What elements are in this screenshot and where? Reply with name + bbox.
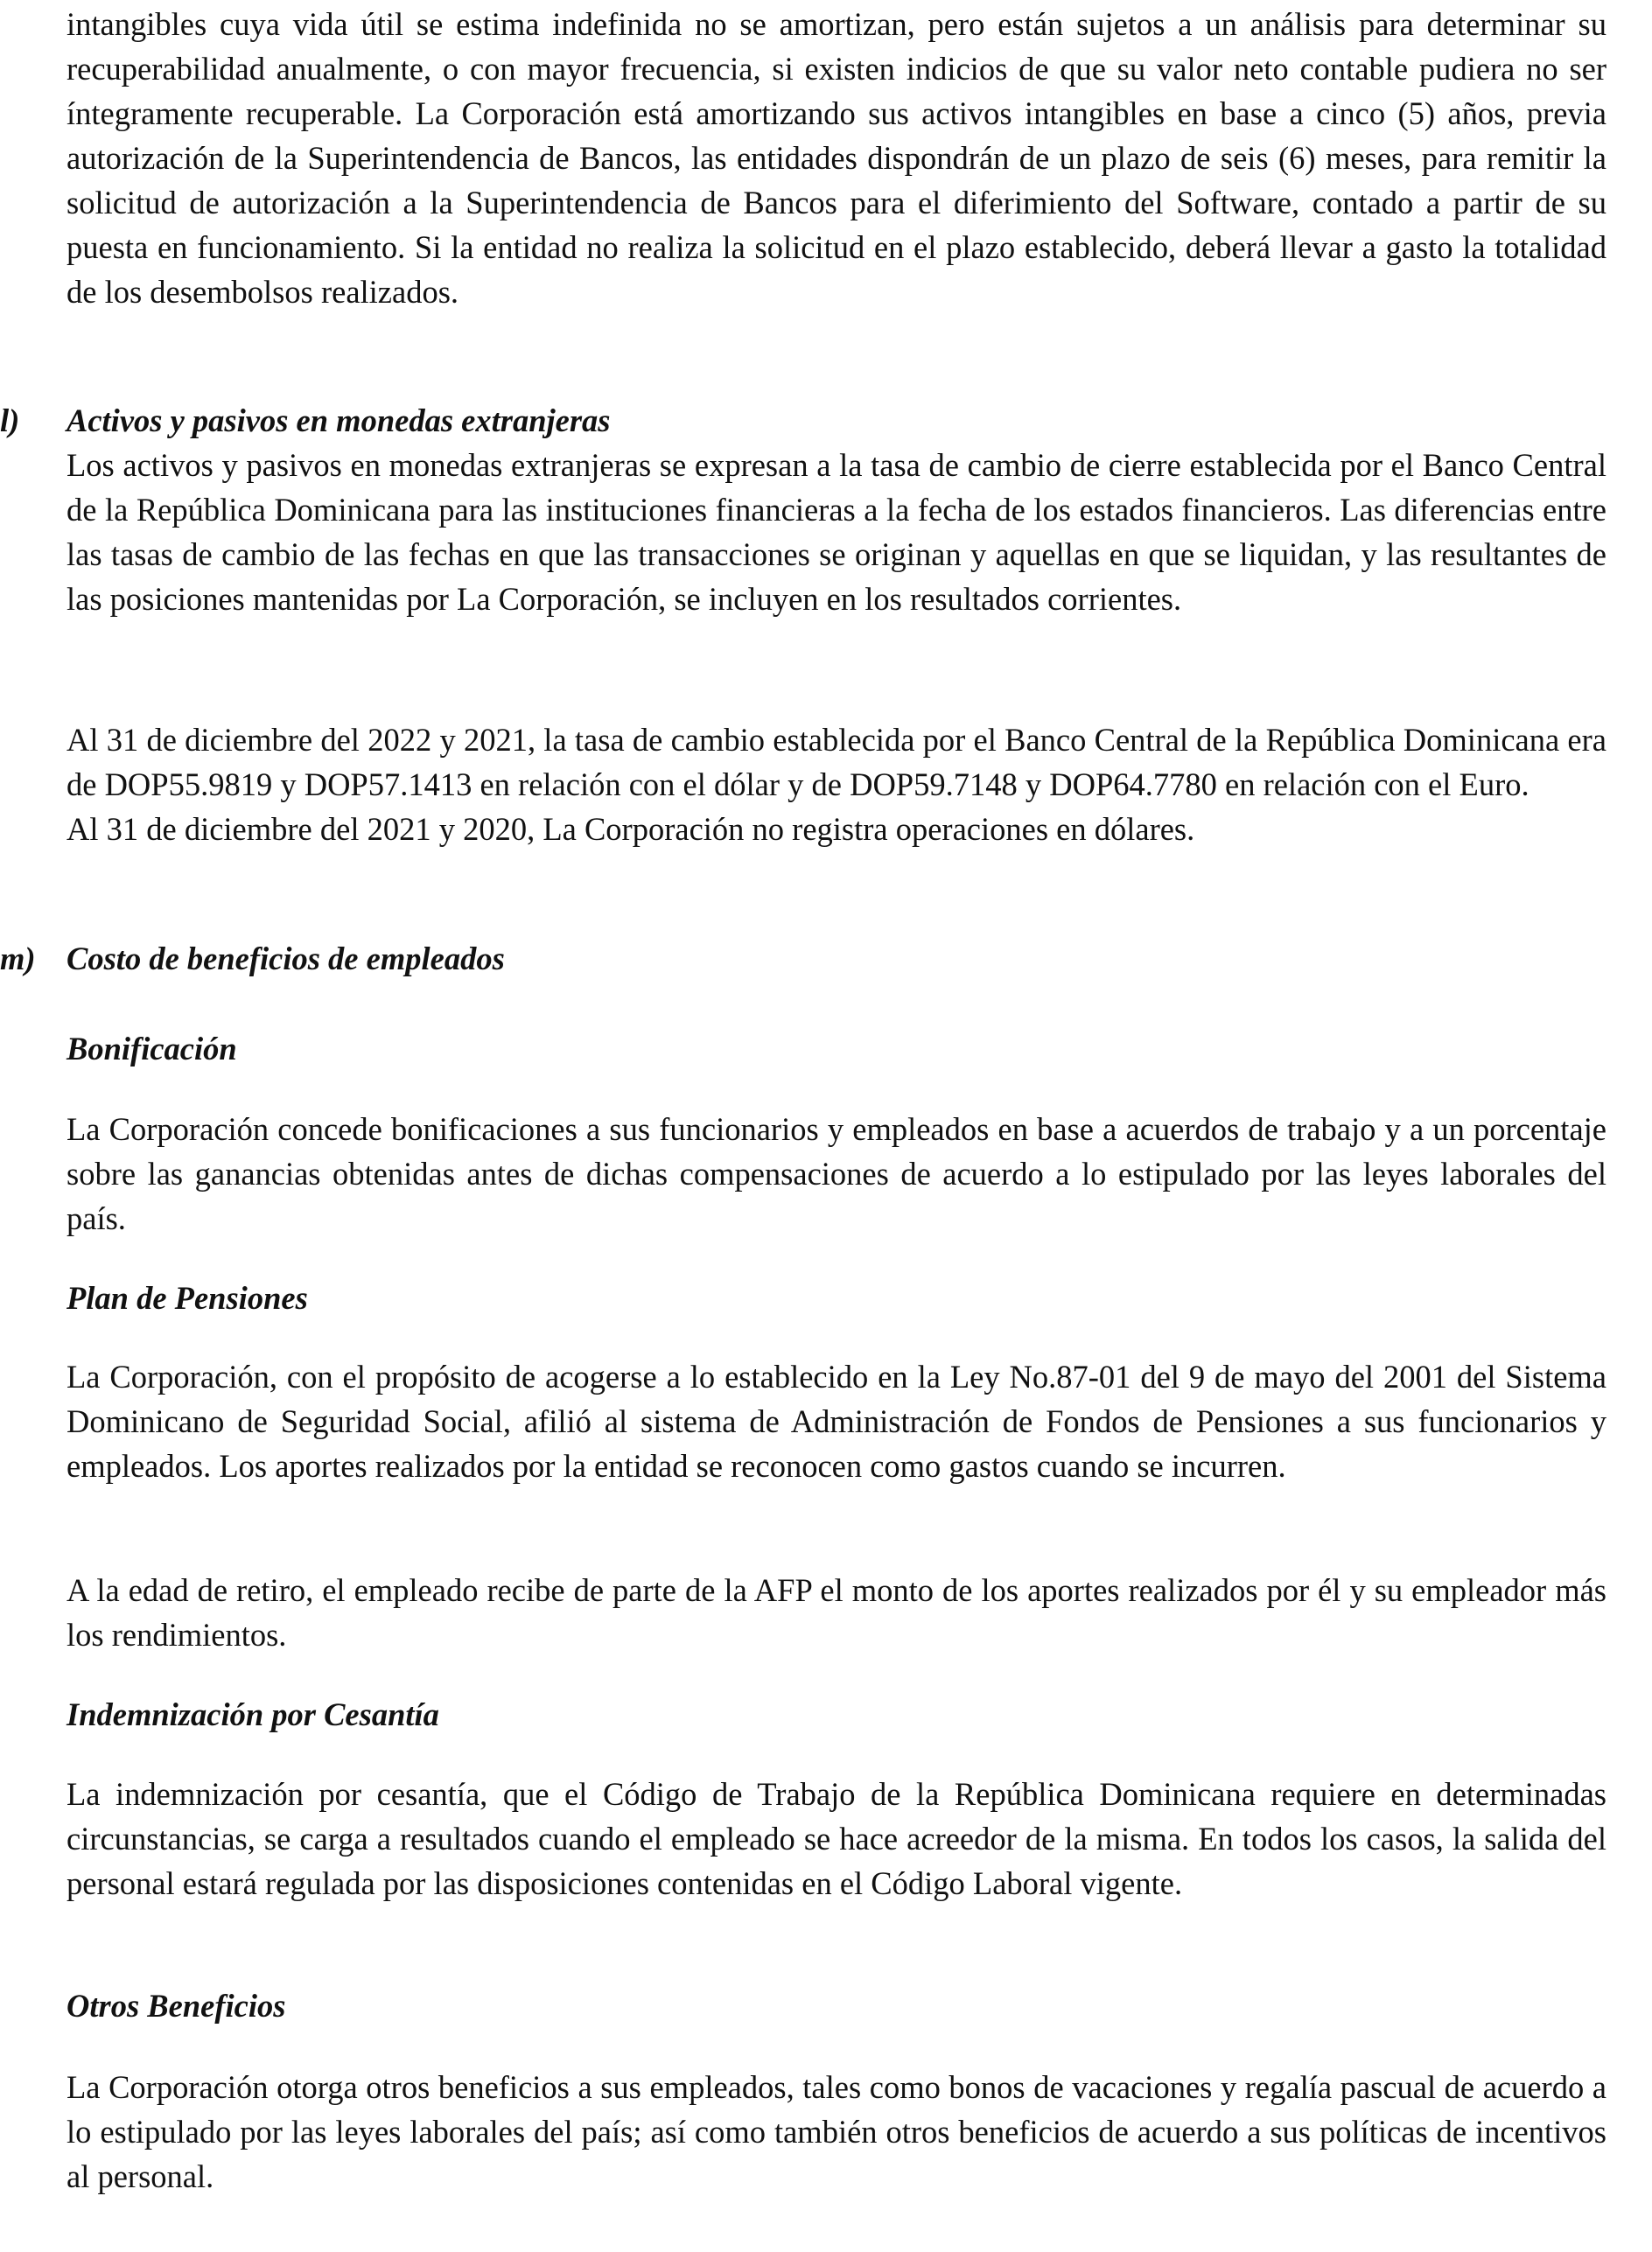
- otros-body: [66, 2065, 1606, 2199]
- pensiones-retiro: [66, 1568, 1606, 1657]
- section-m: [66, 936, 1606, 981]
- otros-title: Otros Beneficios: [66, 1988, 286, 2024]
- bonificacion-paragraph: La Corporación concede bonificaciones a sus funcionarios y empleados en base a acuerdos de trabajo y a un porcentaje sobre las ganancias obtenidas antes de dichas compensaciones de acuerdo a lo estipulado por las leyes laborales del país.: [66, 1111, 1606, 1236]
- bonificacion-title: Bonificación: [66, 1031, 237, 1067]
- section-m-letter: m): [0, 941, 36, 976]
- pensiones-title: Plan de Pensiones: [66, 1280, 308, 1316]
- cesantia-section: [66, 1692, 1606, 1737]
- section-l-paragraph-1: Los activos y pasivos en monedas extranjeras se expresan a la tasa de cambio de cierre establecida por el Banco Central de la República Dominicana para las instituciones financieras a la fecha de los estados financieros. Las diferencias entre las tasas de cambio de las fechas en que las transacciones se originan y aquellas en que se liquidan, y las resultantes de las posiciones mantenidas por La Corporación, se incluyen en los resultados corrientes.: [66, 447, 1606, 617]
- section-m-title: Costo de beneficios de empleados: [66, 941, 505, 976]
- cesantia-paragraph: La indemnización por cesantía, que el Código de Trabajo de la República Dominicana requiere en determinadas circunstancias, se carga a resultados cuando el empleado se hace acreedor de la misma. En todos los casos, la salida del personal estará regulada por las disposiciones contenidas en el Código Laboral vigente.: [66, 1776, 1606, 1901]
- section-l-paragraph-3: Al 31 de diciembre del 2021 y 2020, La Corporación no registra operaciones en dólares.: [66, 811, 1195, 847]
- section-l-title: Activos y pasivos en monedas extranjeras: [66, 402, 611, 438]
- bonificacion-section: [66, 1026, 1606, 1071]
- intro-paragraph: intangibles cuya vida útil se estima indefinida no se amortizan, pero están sujetos a un análisis para determinar su recuperabilidad anualmente, o con mayor frecuencia, si existen indicios de que su valor neto contable pudiera no ser íntegramente recuperable. La Corporación está amortizando sus activos intangibles en base a cinco (5) años, previa autorización de la Superintendencia de Bancos, las entidades dispondrán de un plazo de seis (6) meses, para remitir la solicitud de autorización a la Superintendencia de Bancos para el diferimiento del Software, contado a partir de su puesta en funcionamiento. Si la entidad no realiza la solicitud en el plazo establecido, deberá llevar a gasto la totalidad de los desembolsos realizados.: [66, 6, 1606, 310]
- pensiones-body: [66, 1354, 1606, 1488]
- section-l: [66, 398, 1606, 621]
- cesantia-title: Indemnización por Cesantía: [66, 1696, 439, 1732]
- pensiones-section: [66, 1276, 1606, 1320]
- pensiones-paragraph-1: La Corporación, con el propósito de acogerse a lo establecido en la Ley No.87-01 del 9 de mayo del 2001 del Sistema Dominicano de Seguridad Social, afilió al sistema de Administración de Fondos de Pensiones a sus funcionarios y empleados. Los aportes realizados por la entidad se reconocen como gastos cuando se incurren.: [66, 1359, 1606, 1484]
- section-l-rates: [66, 717, 1606, 851]
- intro-section: [66, 2, 1606, 314]
- otros-paragraph: La Corporación otorga otros beneficios a sus empleados, tales como bonos de vacaciones y regalía pascual de acuerdo a lo estipulado por las leyes laborales del país; así como también otros beneficios de acuerdo a sus políticas de incentivos al personal.: [66, 2069, 1606, 2194]
- bonificacion-body: [66, 1107, 1606, 1241]
- section-l-letter: l): [0, 402, 20, 438]
- otros-section: [66, 1983, 1606, 2028]
- cesantia-body: [66, 1772, 1606, 1906]
- pensiones-paragraph-2: A la edad de retiro, el empleado recibe de parte de la AFP el monto de los aportes realizados por él y su empleador más los rendimientos.: [66, 1572, 1606, 1653]
- section-l-paragraph-2: Al 31 de diciembre del 2022 y 2021, la tasa de cambio establecida por el Banco Central de la República Dominicana era de DOP55.9819 y DOP57.1413 en relación con el dólar y de DOP59.7148 y DOP64.7780 en relación con el Euro.: [66, 722, 1606, 802]
